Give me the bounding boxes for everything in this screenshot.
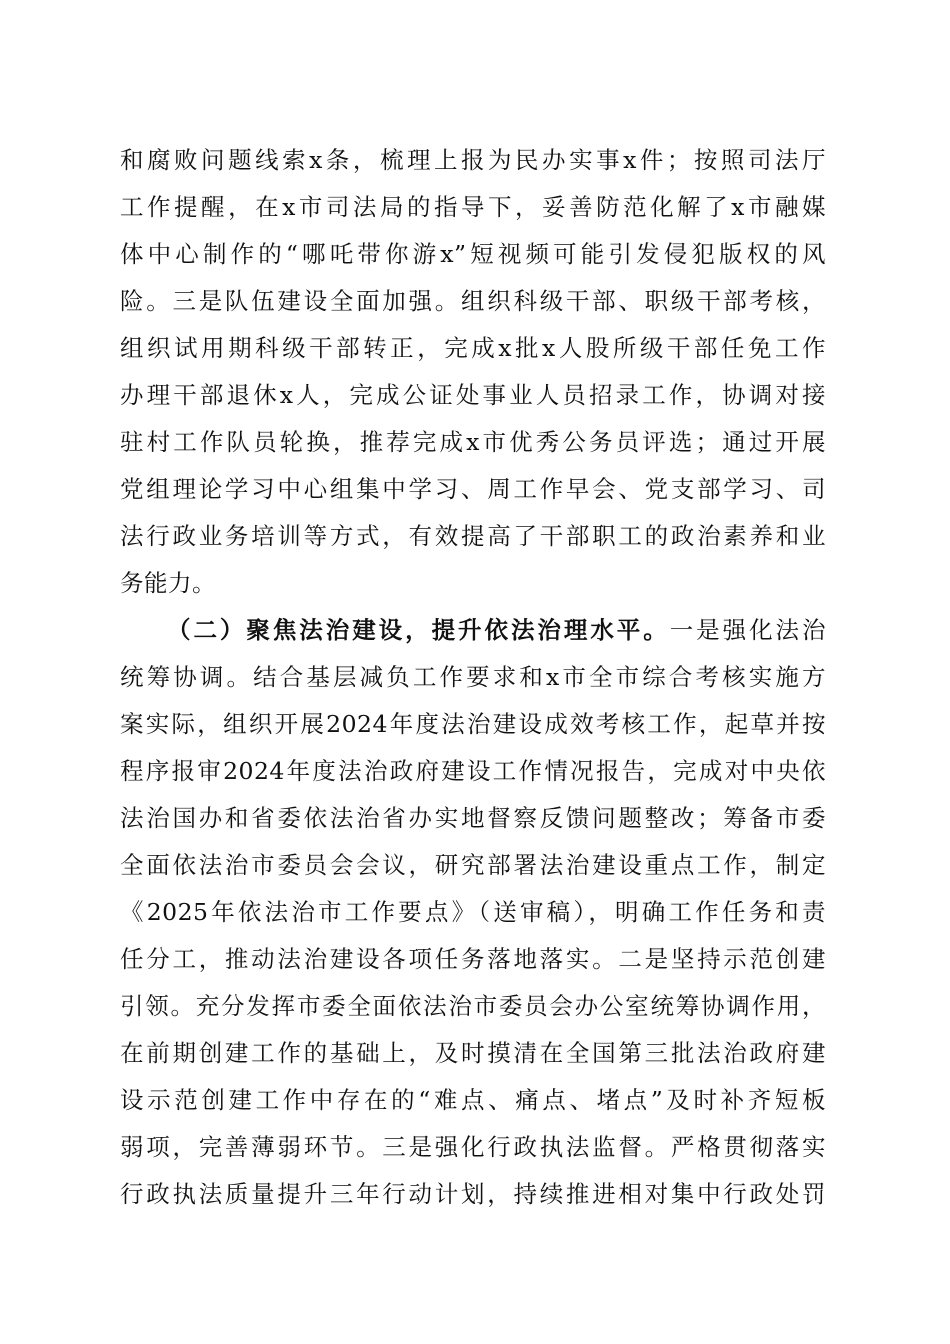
paragraph-line: 法行政业务培训等方式，有效提高了干部职工的政治素养和业 [120,522,826,550]
paragraph-line: 办理干部退休x人，完成公证处事业人员招录工作，协调对接 [120,381,826,409]
paragraph-line: 体中心制作的“哪吒带你游x”短视频可能引发侵犯版权的风 [120,240,826,268]
section-heading-line [167,610,826,650]
paragraph-line: 全面依法治市委员会会议，研究部署法治建设重点工作，制定 [120,851,826,879]
section-heading: （二）聚焦法治建设，提升依法治理水平。 [167,616,670,644]
paragraph-line: 案实际，组织开展2024年度法治建设成效考核工作，起草并按 [120,710,826,738]
paragraph-line: 统筹协调。结合基层减负工作要求和x市全市综合考核实施方 [120,663,826,691]
paragraph-line: 和腐败问题线索x条，梳理上报为民办实事x件；按照司法厅 [120,146,826,174]
paragraph-line: 任分工，推动法治建设各项任务落地落实。二是坚持示范创建 [120,945,826,973]
paragraph-line: 驻村工作队员轮换，推荐完成x市优秀公务员评选；通过开展 [120,428,826,456]
paragraph-line: 《2025年依法治市工作要点》（送审稿），明确工作任务和责 [120,898,826,926]
section-heading-rest: 一是强化法治 [669,616,827,644]
paragraph-line: 务能力。 [120,569,216,597]
paragraph-line: 险。三是队伍建设全面加强。组织科级干部、职级干部考核， [120,287,826,315]
paragraph-line: 组织试用期科级干部转正，完成x批x人股所级干部任免工作 [120,334,826,362]
paragraph-line: 党组理论学习中心组集中学习、周工作早会、党支部学习、司 [120,475,826,503]
paragraph-line: 设示范创建工作中存在的“难点、痛点、堵点”及时补齐短板 [120,1086,826,1114]
paragraph-line: 弱项，完善薄弱环节。三是强化行政执法监督。严格贯彻落实 [120,1133,826,1161]
paragraph-line: 工作提醒，在x市司法局的指导下，妥善防范化解了x市融媒 [120,193,826,221]
paragraph-line: 在前期创建工作的基础上，及时摸清在全国第三批法治政府建 [120,1039,826,1067]
paragraph-line: 引领。充分发挥市委全面依法治市委员会办公室统筹协调作用， [120,992,826,1020]
paragraph-line: 法治国办和省委依法治省办实地督察反馈问题整改；筹备市委 [120,804,826,832]
paragraph-line: 程序报审2024年度法治政府建设工作情况报告，完成对中央依 [120,757,826,785]
paragraph-line: 行政执法质量提升三年行动计划，持续推进相对集中行政处罚 [120,1180,826,1208]
